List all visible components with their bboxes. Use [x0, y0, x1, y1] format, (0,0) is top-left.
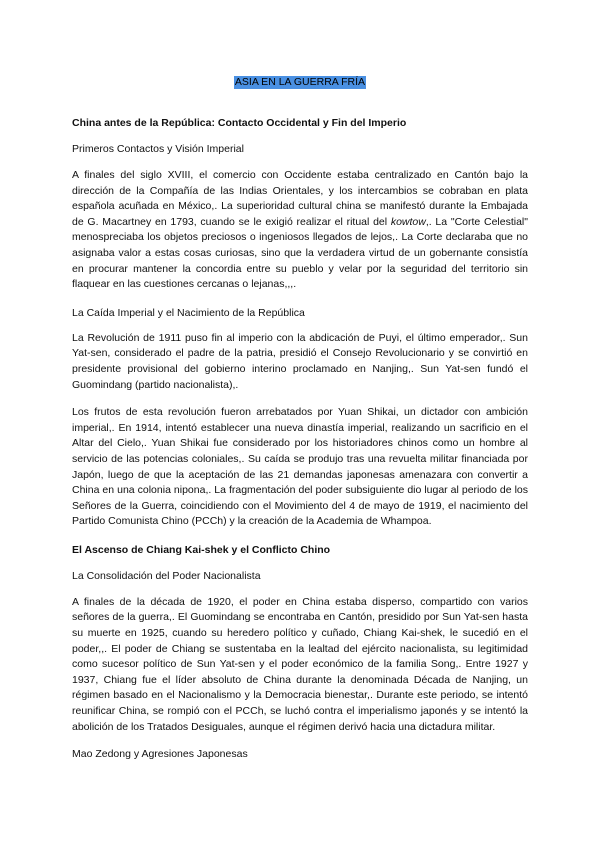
- paragraph-yuan-shikai: Los frutos de esta revolución fueron arrebatados por Yuan Shikai, un dictador con ambición imperial,. En 1914, intentó establecer una nueva dinastía imperial, realizando un sacrificio en el Altar del Cielo,. Yuan Shikai fue considerado por los historiadores chinos como un hombre al servicio de las potencias coloniales,. Su caída se produjo tras una revuelta militar financiada por Japón, luego de que la aceptación de las 21 demandas japonesas amenazara con convertir a China en una colonia nipona,. La fragmentación del poder subsiguiente dio lugar al periodo de los Señores de la Guerra, coincidiendo con el Movimiento del 4 de mayo de 1919, el nacimiento del Partido Comunista Chino (PCCh) y la creación de la Academia de Whampoa.: [72, 406, 528, 528]
- kowtow-term: kowtow: [390, 215, 426, 228]
- subheading-mao-zedong: Mao Zedong y Agresiones Japonesas: [72, 748, 248, 761]
- subheading-consolidacion: La Consolidación del Poder Nacionalista: [72, 569, 261, 582]
- document-title: ASIA EN LA GUERRA FRÍA: [234, 76, 366, 88]
- paragraph-primeros-contactos: [72, 168, 528, 293]
- subheading-caida-imperial: La Caída Imperial y el Nacimiento de la República: [72, 306, 305, 319]
- document-body: [72, 116, 528, 761]
- paragraph-text: A finales del siglo XVIII, el comercio con Occidente estaba centralizado en Cantón bajo la dirección de la Compañía de las Indias Orientales, y los intercambios se cobraban en plata española acuñada en México,. La superioridad cultural china se manifestó durante la Embajada de G. Macartney en 1793, cuando se le exigió realizar el ritual del: [72, 169, 528, 228]
- section-heading-china-antes: China antes de la República: Contacto Occidental y Fin del Imperio: [72, 117, 407, 129]
- paragraph-revolucion-1911: La Revolución de 1911 puso fin al imperio con la abdicación de Puyi, el último emperador,. Sun Yat-sen, considerado el padre de la patria, presidió el Consejo Revolucionario y se convirtió en presidente provisional del gobierno interino proclamado en Nanjing,. Sun Yat-sen fundó el Guomindang (partido nacionalista),.: [72, 331, 528, 391]
- paragraph-consolidacion: A finales de la década de 1920, el poder en China estaba disperso, compartido con varios señores de la guerra,. El Guomindang se encontraba en Cantón, presidido por Sun Yat-sen hasta su muerte en 1925, cuando su heredero político y cuñado, Chiang Kai-shek, le sucedió en el poder,,. El poder de Chiang se sustentaba en la lealtad del ejército nacionalista, su legitimidad como sucesor político de Sun Yat-sen y el poder económico de la familia Song,. Entre 1927 y 1937, Chiang fue el líder absoluto de China durante la denominada Década de Nanjing, un régimen basado en el Nacionalismo y la Democracia bienestar,. Durante este periodo, se intentó reunificar China, se rompió con el PCCh, se luchó contra el imperialismo japonés y se intentó la abolición de los Tratados Desiguales, aunque el régimen derivó hacia una dictadura militar.: [72, 595, 528, 733]
- paragraph-text: ,. La "Corte Celestial" menospreciaba los objetos preciosos o ingeniosos llegados de lejos,. La Corte declaraba que no asignaba valor a estas cosas curiosas, sino que la verdadera virtud de un gobernante consistía en procurar mantener la concordia entre su pueblo y velar por la seguridad del territorio sin flaquear en las cuestiones cercanas o lejanas,,,.: [72, 215, 528, 291]
- section-heading-chiang-kai-shek: El Ascenso de Chiang Kai-shek y el Conflicto Chino: [72, 543, 331, 556]
- subheading-primeros-contactos: Primeros Contactos y Visión Imperial: [72, 143, 244, 155]
- title-row: [0, 72, 600, 90]
